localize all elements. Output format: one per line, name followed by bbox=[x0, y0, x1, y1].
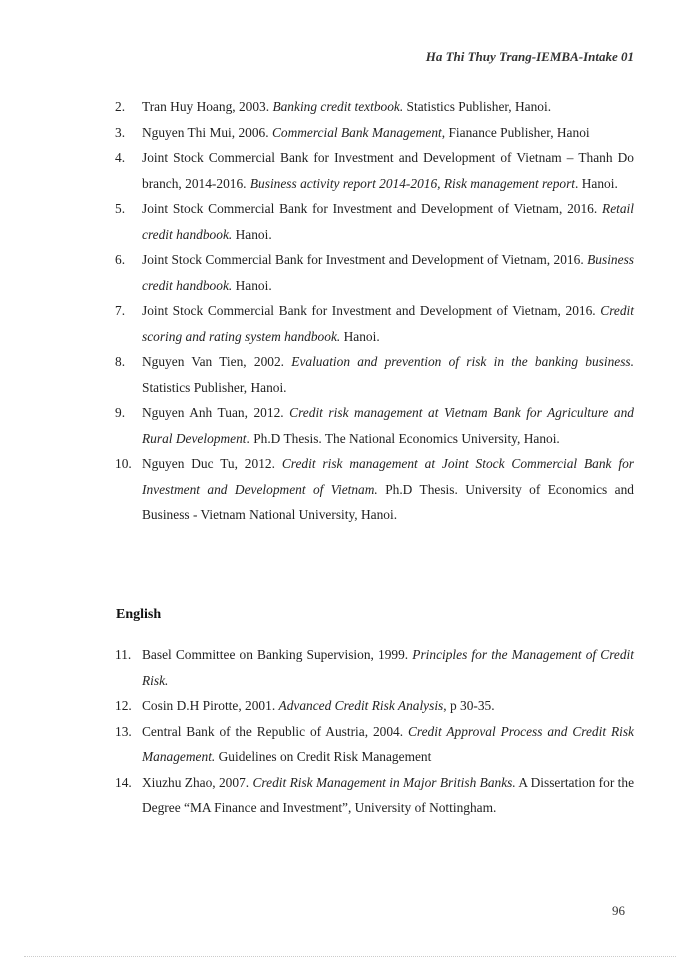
reference-number: 3. bbox=[115, 124, 126, 140]
reference-item bbox=[115, 400, 634, 451]
reference-publisher: , p 30-35. bbox=[443, 698, 495, 713]
reference-title: Principles for the Management of Credit Risk. bbox=[142, 647, 634, 688]
page-number: 96 bbox=[612, 903, 625, 918]
reference-publisher: . Ph.D Thesis. The National Economics University, Hanoi. bbox=[246, 430, 560, 446]
reference-item bbox=[115, 94, 634, 120]
page-bottom-rule bbox=[24, 956, 676, 957]
section-heading-english: English bbox=[116, 607, 162, 622]
reference-author-year: Nguyen Van Tien, 2002. bbox=[142, 354, 292, 369]
reference-title: Business credit handbook. bbox=[142, 252, 634, 293]
reference-number: 2. bbox=[115, 99, 126, 114]
reference-number: 5. bbox=[115, 201, 126, 216]
reference-title: Retail credit handbook. bbox=[142, 201, 634, 242]
reference-author-year: Cosin D.H Pirotte, 2001. bbox=[142, 698, 279, 713]
reference-item bbox=[115, 145, 634, 196]
reference-number: 13. bbox=[115, 723, 132, 739]
reference-item bbox=[115, 719, 634, 770]
reference-number: 7. bbox=[115, 303, 126, 318]
reference-number: 9. bbox=[115, 405, 126, 420]
reference-publisher: . Hanoi. bbox=[575, 175, 618, 191]
reference-publisher: Ph.D Thesis. University of Economics and Business - Vietnam National University, Hanoi. bbox=[142, 481, 634, 522]
reference-author-year: Joint Stock Commercial Bank for Investment and Development of Vietnam – Thanh Do branch, 2014-2016. bbox=[142, 150, 634, 191]
reference-publisher: , Fianance Publisher, Hanoi bbox=[441, 124, 590, 140]
reference-item bbox=[115, 642, 634, 693]
reference-publisher: Hanoi. bbox=[232, 226, 272, 242]
reference-item bbox=[115, 770, 634, 821]
reference-item bbox=[115, 120, 634, 146]
reference-item bbox=[115, 349, 634, 400]
reference-number: 8. bbox=[115, 354, 126, 369]
reference-title: Commercial Bank Management bbox=[271, 124, 442, 140]
reference-number: 14. bbox=[115, 774, 132, 790]
running-header: Ha Thi Thuy Trang-IEMBA-Intake 01 bbox=[425, 49, 634, 64]
reference-publisher: A Dissertation for the Degree “MA Finance and Investment”, University of Nottingham. bbox=[142, 774, 635, 815]
reference-number: 12. bbox=[115, 698, 132, 713]
reference-publisher: Hanoi. bbox=[340, 328, 380, 344]
reference-author-year: Central Bank of the Republic of Austria, 2004. bbox=[142, 723, 408, 739]
reference-item bbox=[115, 451, 634, 528]
reference-list-vietnamese bbox=[115, 94, 634, 528]
reference-title: Business activity report 2014-2016, Risk management report bbox=[249, 175, 576, 191]
reference-title: Credit scoring and rating system handbook. bbox=[142, 303, 634, 344]
reference-author-year: Nguyen Anh Tuan, 2012. bbox=[142, 405, 290, 420]
reference-title: Credit risk management at Vietnam Bank for Agriculture and Rural Development bbox=[142, 405, 634, 446]
reference-item bbox=[115, 196, 634, 247]
reference-number: 4. bbox=[115, 150, 126, 165]
reference-number: 11. bbox=[115, 647, 132, 662]
reference-title: Credit risk management at Joint Stock Commercial Bank for Investment and Development of Vietnam. bbox=[142, 456, 634, 497]
reference-title: Advanced Credit Risk Analysis bbox=[278, 698, 444, 713]
reference-author-year: Nguyen Duc Tu, 2012. bbox=[142, 456, 282, 471]
reference-number: 6. bbox=[115, 252, 126, 267]
reference-list-english bbox=[115, 642, 634, 821]
reference-item bbox=[115, 298, 634, 349]
reference-author-year: Basel Committee on Banking Supervision, 1999. bbox=[142, 647, 413, 662]
reference-title: Banking credit textbook. bbox=[272, 99, 404, 114]
reference-publisher: Statistics Publisher, Hanoi. bbox=[142, 379, 287, 395]
reference-author-year: Nguyen Thi Mui, 2006. bbox=[142, 124, 272, 140]
reference-author-year: Xiuzhu Zhao, 2007. bbox=[142, 774, 253, 790]
reference-title: Credit Approval Process and Credit Risk Management. bbox=[142, 723, 634, 764]
reference-item bbox=[115, 693, 634, 719]
reference-number: 10. bbox=[115, 456, 132, 471]
reference-author-year: Joint Stock Commercial Bank for Investment and Development of Vietnam, 2016. bbox=[142, 303, 601, 318]
reference-publisher: Hanoi. bbox=[232, 277, 272, 293]
reference-publisher: Statistics Publisher, Hanoi. bbox=[403, 99, 552, 114]
reference-author-year: Joint Stock Commercial Bank for Investment and Development of Vietnam, 2016. bbox=[142, 201, 603, 216]
reference-title: Credit Risk Management in Major British Banks. bbox=[252, 774, 516, 790]
reference-author-year: Tran Huy Hoang, 2003. bbox=[142, 99, 273, 114]
reference-item bbox=[115, 247, 634, 298]
reference-publisher: Guidelines on Credit Risk Management bbox=[215, 749, 432, 764]
reference-author-year: Joint Stock Commercial Bank for Investment and Development of Vietnam, 2016. bbox=[142, 252, 588, 267]
reference-title: Evaluation and prevention of risk in the banking business. bbox=[291, 354, 634, 369]
